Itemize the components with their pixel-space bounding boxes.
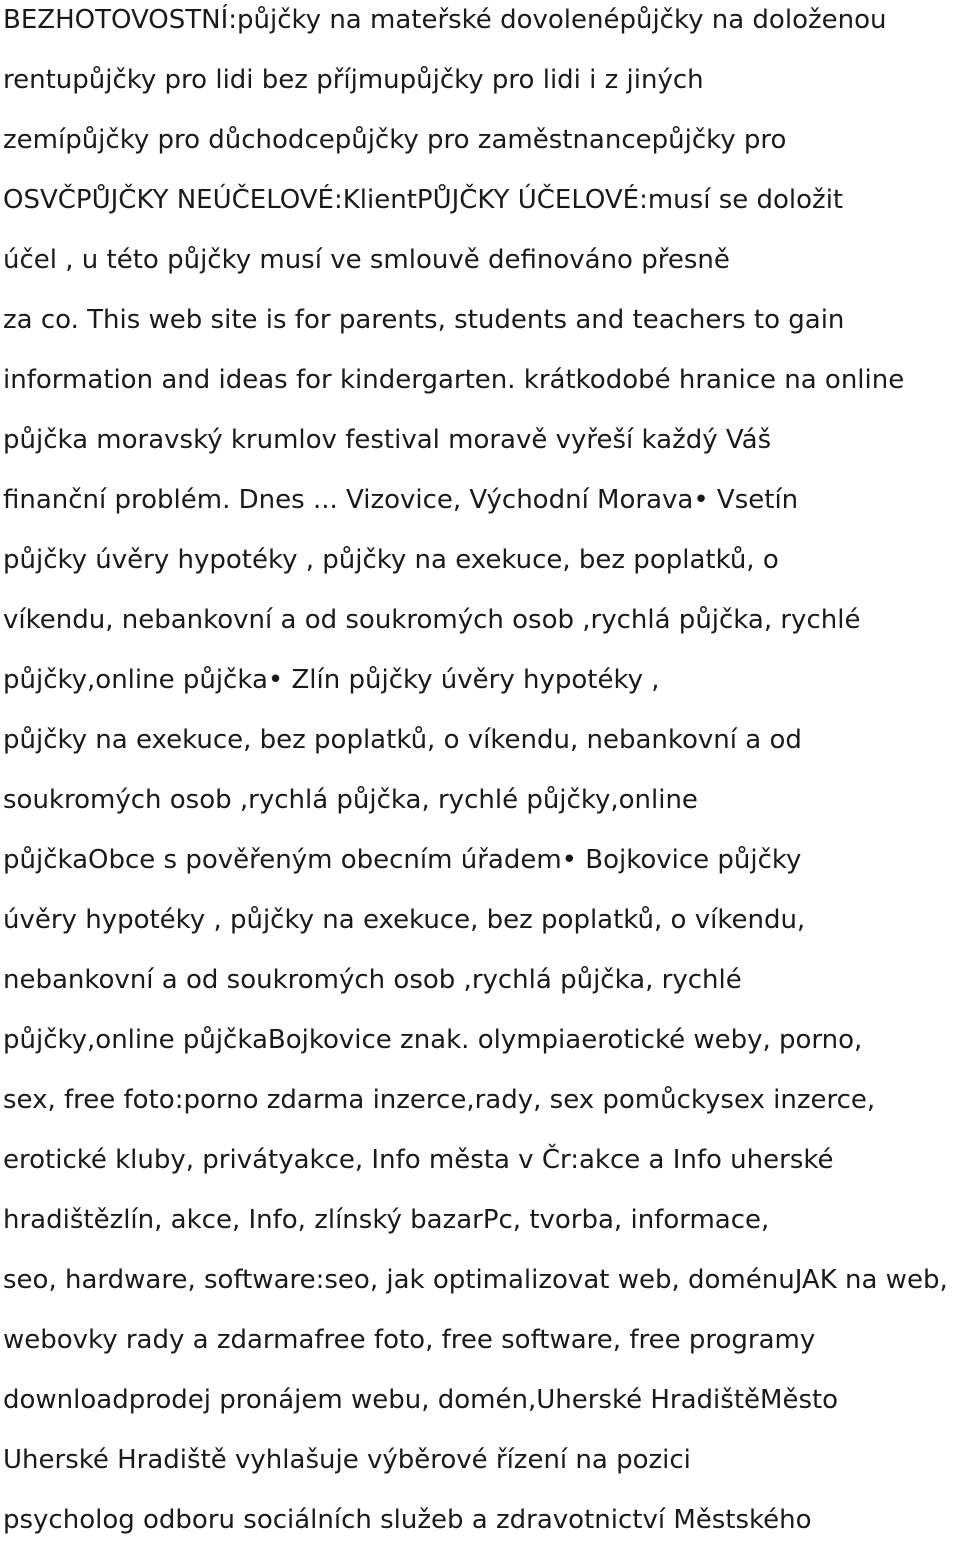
text-line: soukromých osob ,rychlá půjčka, rychlé půjčky,online [3,785,698,815]
text-line: rentupůjčky pro lidi bez příjmupůjčky pro lidi i z jiných [3,65,704,95]
text-line: půjčka moravský krumlov festival moravě vyřeší každý Váš [3,425,772,455]
text-line: zemípůjčky pro důchodcepůjčky pro zaměstnancepůjčky pro [3,125,787,155]
text-line: webovky rady a zdarmafree foto, free software, free programy [3,1325,816,1355]
text-line: za co. This web site is for parents, students and teachers to gain [3,305,845,335]
text-line: půjčky na exekuce, bez poplatků, o víkendu, nebankovní a od [3,725,802,755]
text-line: finanční problém. Dnes ... Vizovice, Východní Morava• Vsetín [3,485,799,515]
text-line: information and ideas for kindergarten. krátkodobé hranice na online [3,365,905,395]
text-line: psycholog odboru sociálních služeb a zdravotnictví Městského [3,1505,812,1535]
text-line: Uherské Hradiště vyhlašuje výběrové řízení na pozici [3,1445,691,1475]
text-line: seo, hardware, software:seo, jak optimalizovat web, doménuJAK na web, [3,1265,948,1295]
text-line: účel , u této půjčky musí ve smlouvě definováno přesně [3,245,730,275]
text-line: sex, free foto:porno zdarma inzerce,rady, sex pomůckysex inzerce, [3,1085,876,1115]
text-line: nebankovní a od soukromých osob ,rychlá půjčka, rychlé [3,965,742,995]
text-line: OSVČPŮJČKY NEÚČELOVÉ:KlientPŮJČKY ÚČELOVÉ:musí se doložit [3,185,844,215]
text-line: úvěry hypotéky , půjčky na exekuce, bez poplatků, o víkendu, [3,905,806,935]
text-line: downloadprodej pronájem webu, domén,Uherské HradištěMěsto [3,1385,839,1415]
text-line: hradištězlín, akce, Info, zlínský bazarPc, tvorba, informace, [3,1205,770,1235]
text-line: erotické kluby, privátyakce, Info města v Čr:akce a Info uherské [3,1145,834,1175]
text-line: víkendu, nebankovní a od soukromých osob ,rychlá půjčka, rychlé [3,605,861,635]
text-line: půjčky,online půjčka• Zlín půjčky úvěry hypotéky , [3,665,660,695]
text-line: půjčky úvěry hypotéky , půjčky na exekuce, bez poplatků, o [3,545,779,575]
text-line: BEZHOTOVOSTNÍ:půjčky na mateřské dovolenépůjčky na doloženou [3,5,887,35]
text-line: půjčky,online půjčkaBojkovice znak. olympiaerotické weby, porno, [3,1025,863,1055]
text-line: půjčkaObce s pověřeným obecním úřadem• Bojkovice půjčky [3,845,802,875]
